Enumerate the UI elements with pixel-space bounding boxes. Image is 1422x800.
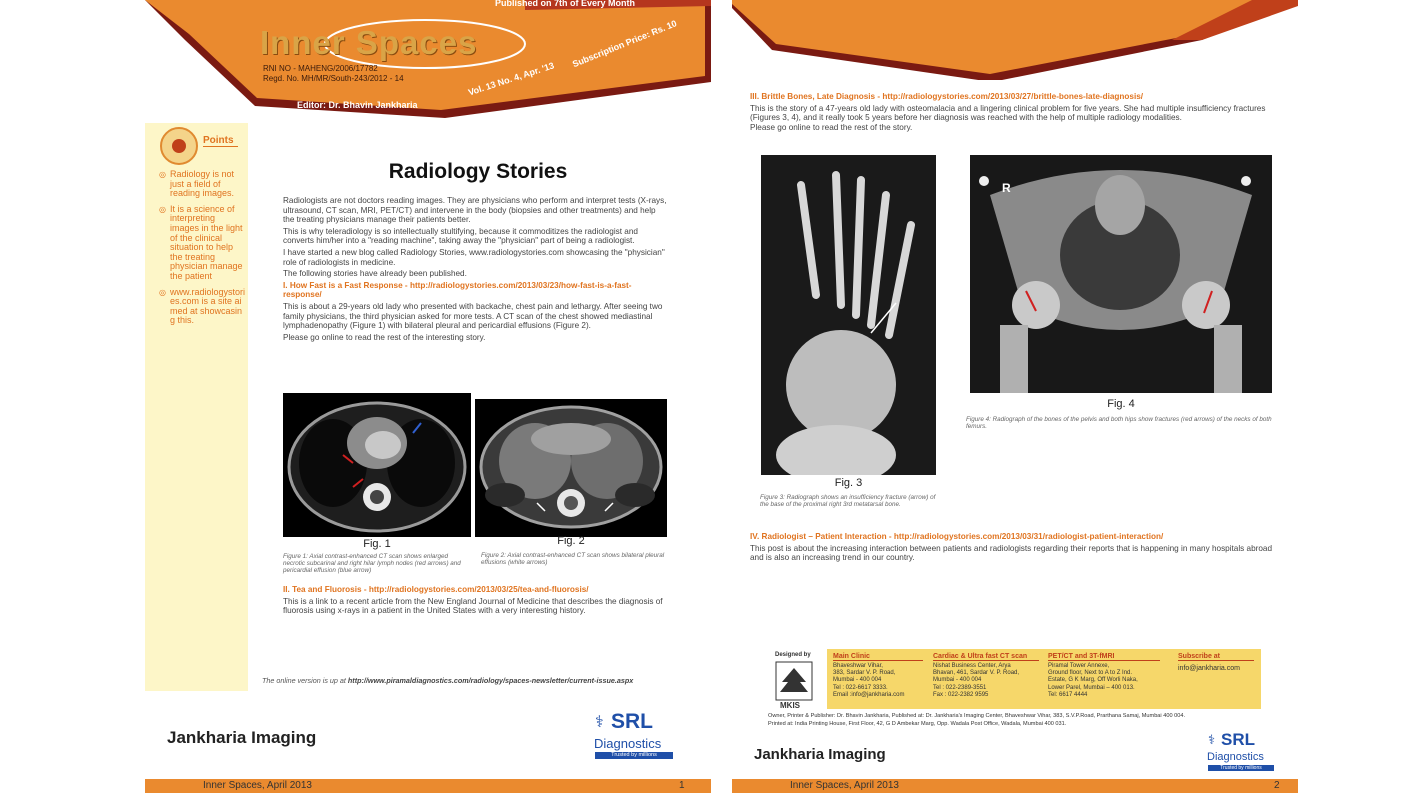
rni-number: RNI NO - MAHENG/2006/17782: [263, 64, 378, 73]
brand-name: Jankharia Imaging: [167, 728, 317, 747]
section-body-2: This is a link to a recent article from the New England Journal of Medicine that describes the diagnosis of fluorosis using x-rays in a patient in the United States with a very interesting history.: [283, 596, 663, 616]
section-heading-2[interactable]: II. Tea and Fluorosis - http://radiologystories.com/2013/03/25/tea-and-fluorosis/: [283, 585, 589, 594]
section-2: [283, 585, 669, 616]
footer-page-number: 2: [1274, 780, 1280, 791]
mkis-logo: MKIS: [774, 660, 814, 710]
contact-box: [827, 649, 1261, 709]
paragraph: I have started a new blog called Radiology Stories, www.radiologystories.com showcasing the "physician" role of radiologists in medicine.: [283, 247, 665, 267]
section-heading-4[interactable]: IV. Radiologist – Patient Interaction - http://radiologystories.com/2013/03/31/radiologist-patient-interaction/: [750, 532, 1164, 541]
paragraph: Radiologists are not doctors reading images. They are physicians who perform and interpret tests (X-rays, ultrasound, CT scan, MRI, PET/CT) and intervene in the body (biopsies and other treatments) and help the treating physicians manage their patients better.: [283, 196, 667, 225]
newsletter-page-2: [732, 0, 1298, 800]
read-more-line: Please go online to read the rest of the interesting story.: [283, 332, 486, 342]
contact-subscribe: Subscribe at info@jankharia.com: [1178, 653, 1254, 673]
fig2-caption: Figure 2: Axial contrast-enhanced CT scan shows bilateral pleural effusions (white arrows): [481, 552, 665, 566]
editor-name: Editor: Dr. Bhavin Jankharia: [297, 100, 418, 110]
volume-info: Vol. 13 No. 4, Apr. '13: [467, 60, 556, 98]
footer-issue: Inner Spaces, April 2013: [790, 780, 899, 791]
owner-line-2: Printed at: India Printing House, First Floor, 42, G D Ambekar Marg, Opp. Wadala Post Office, Wadala, Mumbai 400 031.: [768, 721, 1067, 727]
srl-logo: ⚕ SRL Diagnostics Trusted by millions: [595, 712, 675, 766]
point-item: ◎ It is a science of interpreting images in the light of the clinical situation to help the treating physician manage the patient: [159, 203, 243, 281]
fig3-caption: Figure 3: Radiograph shows an insufficiency fracture (arrow) of the base of the proximal right 3rd metatarsal bone.: [760, 494, 936, 508]
fig1-caption: Figure 1: Axial contrast-enhanced CT scan shows enlarged necrotic subcarinal and right hilar lymph nodes (red arrows) and pericardial effusion (blue arrow): [283, 553, 461, 574]
fig4-label: Fig. 4: [1107, 398, 1135, 410]
ct-scan-image-fig1: [283, 393, 471, 537]
contact-pet-ct: PET/CT and 3T-fMRI Piramal Tower Annexe, Ground floor, Next to A to Z Ind. Estate, G K Marg, Off Worli Naka, Lower Parel, Mumbai – 400 013. Tel: 6617 4444: [1048, 653, 1160, 699]
points-list: [159, 170, 245, 332]
article-title: Radiology Stories: [388, 160, 568, 183]
srl-logo: ⚕ SRL Diagnostics Trusted by millions: [1208, 732, 1278, 778]
page-footer: [732, 779, 1298, 793]
subscribe-email[interactable]: info@jankharia.com: [1178, 665, 1240, 672]
xray-drawing: [970, 155, 1272, 393]
page2-banner: [732, 0, 1298, 80]
section-body-3: This is the story of a 47-years old lady with osteomalacia and a lingering clinical problem for five years. She had multiple insufficiency fractures (Figures 3, 4), and it really took 5 years before her diagnosis was reached with the help of multiple radiology modalities.: [750, 103, 1266, 123]
tree-icon: [774, 660, 814, 702]
owner-line-1: Owner, Printer & Publisher: Dr. Bhavin Jankharia, Published at: Dr. Jankharia's Imaging Center, Bhaveshwar Vihar, 383, S.V.P.Road, Prarthana Samaj, Mumbai 400 004.: [768, 713, 1185, 719]
newsletter-page-1: [145, 0, 711, 800]
page-footer: [145, 779, 711, 793]
section-3: [750, 92, 1286, 132]
fig2-label: Fig. 2: [557, 535, 585, 547]
fig1-label: Fig. 1: [363, 538, 391, 550]
masthead: [145, 0, 711, 118]
section-heading-1[interactable]: I. How Fast is a Fast Response - http://radiologystories.com/2013/03/23/how-fast-is-a-fast-response/: [283, 280, 632, 300]
bullet-icon: ◎: [159, 204, 166, 214]
published-note: Published on 7th of Every Month: [495, 0, 636, 8]
brand-name: Jankharia Imaging: [754, 746, 886, 763]
point-item: ◎ Radiology is not just a field of reading images.: [159, 169, 235, 199]
points-title: Points: [203, 135, 238, 147]
online-url-link[interactable]: http://www.piramaldiagnostics.com/radiology/spaces-newsletter/current-issue.aspx: [347, 676, 634, 685]
contact-main-clinic: Main Clinic Bhaveshwar Vihar, 383, Sardar V. P. Road, Mumbai - 400 004 Tel : 022-6617 3333. Email :info@jankharia.com: [833, 653, 923, 699]
regd-number: Regd. No. MH/MR/South-243/2012 - 14: [263, 74, 404, 83]
footer-issue: Inner Spaces, April 2013: [203, 780, 312, 791]
read-more-line: Please go online to read the rest of the story.: [750, 122, 913, 132]
microscope-icon: ⚕: [595, 714, 604, 731]
subscription-price: Subscription Price: Rs. 10: [571, 18, 679, 70]
online-version-note: The online version is up at http://www.piramaldiagnostics.com/radiology/spaces-newsletter/current-issue.aspx: [262, 676, 634, 685]
point-item: ◎ www.radiologystories.com is a site aimed at showcasing this.: [159, 286, 246, 326]
section-4: [750, 532, 1286, 563]
paragraph: The following stories have already been published.: [283, 269, 467, 279]
section-body-4: This post is about the increasing interaction between patients and radiologists regarding their reports that is happening in many hospitals abroad and is also an increasing trend in our country.: [750, 543, 1273, 563]
designed-by-label: Designed by: [775, 652, 811, 658]
contact-cardiac-ct: Cardiac & Ultra fast CT scan Nishat Business Center, Arya Bhavan, 461, Sardar V. P. Road, Mumbai - 400 004 Tel : 022-2389-3551 Fax : 022-2382 9595: [933, 653, 1039, 699]
microscope-icon: ⚕: [1208, 732, 1216, 747]
foot-xray-image-fig3: [761, 155, 936, 475]
footer-page-number: 1: [679, 780, 685, 791]
right-side-marker: R: [1002, 181, 1011, 195]
paragraph: This is why teleradiology is so intellectually stultifying, because it commoditizes the radiologist and converts him/her into a "reading machine", taking away the "physician" part of being a radiologist.: [283, 226, 638, 246]
section-heading-3[interactable]: III. Brittle Bones, Late Diagnosis - http://radiologystories.com/2013/03/27/brittle-bones-late-diagnosis/: [750, 92, 1144, 101]
bullet-icon: ◎: [159, 170, 166, 179]
points-bullet-icon: [159, 126, 199, 166]
masthead-title: Inner Spaces: [260, 24, 478, 61]
bullet-icon: ◎: [159, 287, 166, 297]
points-sidebar: [145, 123, 248, 691]
xray-drawing: [761, 155, 936, 475]
article-body: [283, 196, 669, 342]
section-body-1: This is about a 29-years old lady who presented with backache, chest pain and lethargy. After seeing two family physicians, the third physician asked for more tests. A CT scan of the chest showed mediastinal lymphadenopathy (Figure 1) with bilateral pleural and pericardial effusions (Figure 2).: [283, 301, 663, 331]
pelvis-xray-image-fig4: [970, 155, 1272, 393]
ct-scan-image-fig2: [475, 399, 667, 537]
fig4-caption: Figure 4: Radiograph of the bones of the pelvis and both hips show fractures (red arrows) of the necks of both femurs.: [966, 416, 1272, 430]
ct-scan-drawing: [475, 399, 667, 537]
fig3-label: Fig. 3: [834, 477, 863, 489]
ct-scan-drawing: [283, 393, 471, 537]
